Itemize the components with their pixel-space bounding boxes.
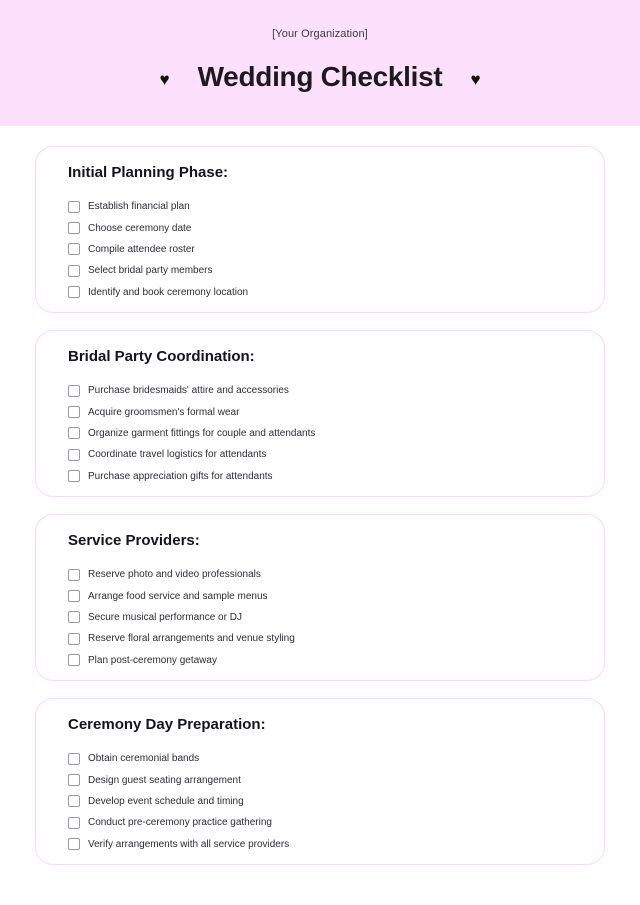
checklist-item-label: Secure musical performance or DJ <box>88 611 242 623</box>
checklist-item-label: Purchase appreciation gifts for attendants <box>88 470 273 482</box>
checklist-item <box>68 628 295 649</box>
checklist-item-label: Verify arrangements with all service providers <box>88 838 290 850</box>
checkbox[interactable] <box>68 222 80 234</box>
checklist-item <box>68 834 289 855</box>
checklist-item-label: Identify and book ceremony location <box>88 286 249 298</box>
checklist <box>68 564 295 671</box>
checkbox[interactable] <box>68 470 80 482</box>
section-ceremony-day <box>35 698 605 865</box>
checklist-item <box>68 423 315 444</box>
checklist-item <box>68 282 248 303</box>
checklist-item <box>68 791 289 812</box>
checklist-item-label: Establish financial plan <box>88 201 190 213</box>
checklist-item <box>68 401 315 422</box>
checkbox[interactable] <box>68 427 80 439</box>
checklist-item <box>68 239 248 260</box>
checkbox[interactable] <box>68 449 80 461</box>
checklist-item <box>68 260 248 281</box>
checkbox[interactable] <box>68 590 80 602</box>
checklist-item <box>68 466 315 487</box>
checklist-item <box>68 444 315 465</box>
checklist-item-label: Purchase bridesmaids' attire and accessories <box>88 385 289 397</box>
checkbox[interactable] <box>68 243 80 255</box>
section-title: Initial Planning Phase: <box>68 164 229 181</box>
checklist-item <box>68 650 295 671</box>
checkbox[interactable] <box>68 385 80 397</box>
checklist-item-label: Reserve photo and video professionals <box>88 569 261 581</box>
checklist-item-label: Design guest seating arrangement <box>88 774 241 786</box>
checkbox[interactable] <box>68 753 80 765</box>
checklist-item-label: Organize garment fittings for couple and attendants <box>88 427 316 439</box>
organization-name: [Your Organization] <box>272 28 368 40</box>
checklist-item-label: Obtain ceremonial bands <box>88 753 200 765</box>
checklist-item <box>68 607 295 628</box>
checklist-item <box>68 812 289 833</box>
heart-icon: ♥ <box>470 69 481 89</box>
checklist <box>68 196 248 303</box>
checkbox[interactable] <box>68 633 80 645</box>
checklist-item-label: Select bridal party members <box>88 265 213 277</box>
section-bridal-party <box>35 330 605 497</box>
checklist-item-label: Coordinate travel logistics for attendants <box>88 449 267 461</box>
checkbox[interactable] <box>68 817 80 829</box>
checkbox[interactable] <box>68 795 80 807</box>
checklist-item <box>68 196 248 217</box>
checklist-item-label: Reserve floral arrangements and venue styling <box>88 633 295 645</box>
checklist-item-label: Compile attendee roster <box>88 243 195 255</box>
section-title: Bridal Party Coordination: <box>68 348 255 365</box>
checkbox[interactable] <box>68 265 80 277</box>
checkbox[interactable] <box>68 654 80 666</box>
checklist-item <box>68 380 315 401</box>
checklist-item-label: Plan post-ceremony getaway <box>88 654 217 666</box>
section-initial-planning <box>35 146 605 313</box>
checklist <box>68 380 315 487</box>
section-title: Service Providers: <box>68 532 200 549</box>
checkbox[interactable] <box>68 569 80 581</box>
checkbox[interactable] <box>68 406 80 418</box>
checklist-item <box>68 769 289 790</box>
heart-icon: ♥ <box>159 69 170 89</box>
checkbox[interactable] <box>68 286 80 298</box>
page-header <box>0 0 640 126</box>
checkbox[interactable] <box>68 774 80 786</box>
checklist <box>68 748 289 855</box>
checkbox[interactable] <box>68 611 80 623</box>
section-title: Ceremony Day Preparation: <box>68 716 266 733</box>
checklist-item-label: Develop event schedule and timing <box>88 795 244 807</box>
section-service-providers <box>35 514 605 681</box>
page-title: Wedding Checklist <box>197 61 443 92</box>
checklist-item <box>68 217 248 238</box>
checklist-item <box>68 564 295 585</box>
checklist-item-label: Acquire groomsmen's formal wear <box>88 406 240 418</box>
checkbox[interactable] <box>68 838 80 850</box>
checklist-item-label: Arrange food service and sample menus <box>88 590 268 602</box>
checklist-item-label: Choose ceremony date <box>88 222 192 234</box>
checkbox[interactable] <box>68 201 80 213</box>
checklist-item <box>68 748 289 769</box>
title-row <box>0 57 640 97</box>
checklist-item-label: Conduct pre-ceremony practice gathering <box>88 817 272 829</box>
checklist-item <box>68 585 295 606</box>
